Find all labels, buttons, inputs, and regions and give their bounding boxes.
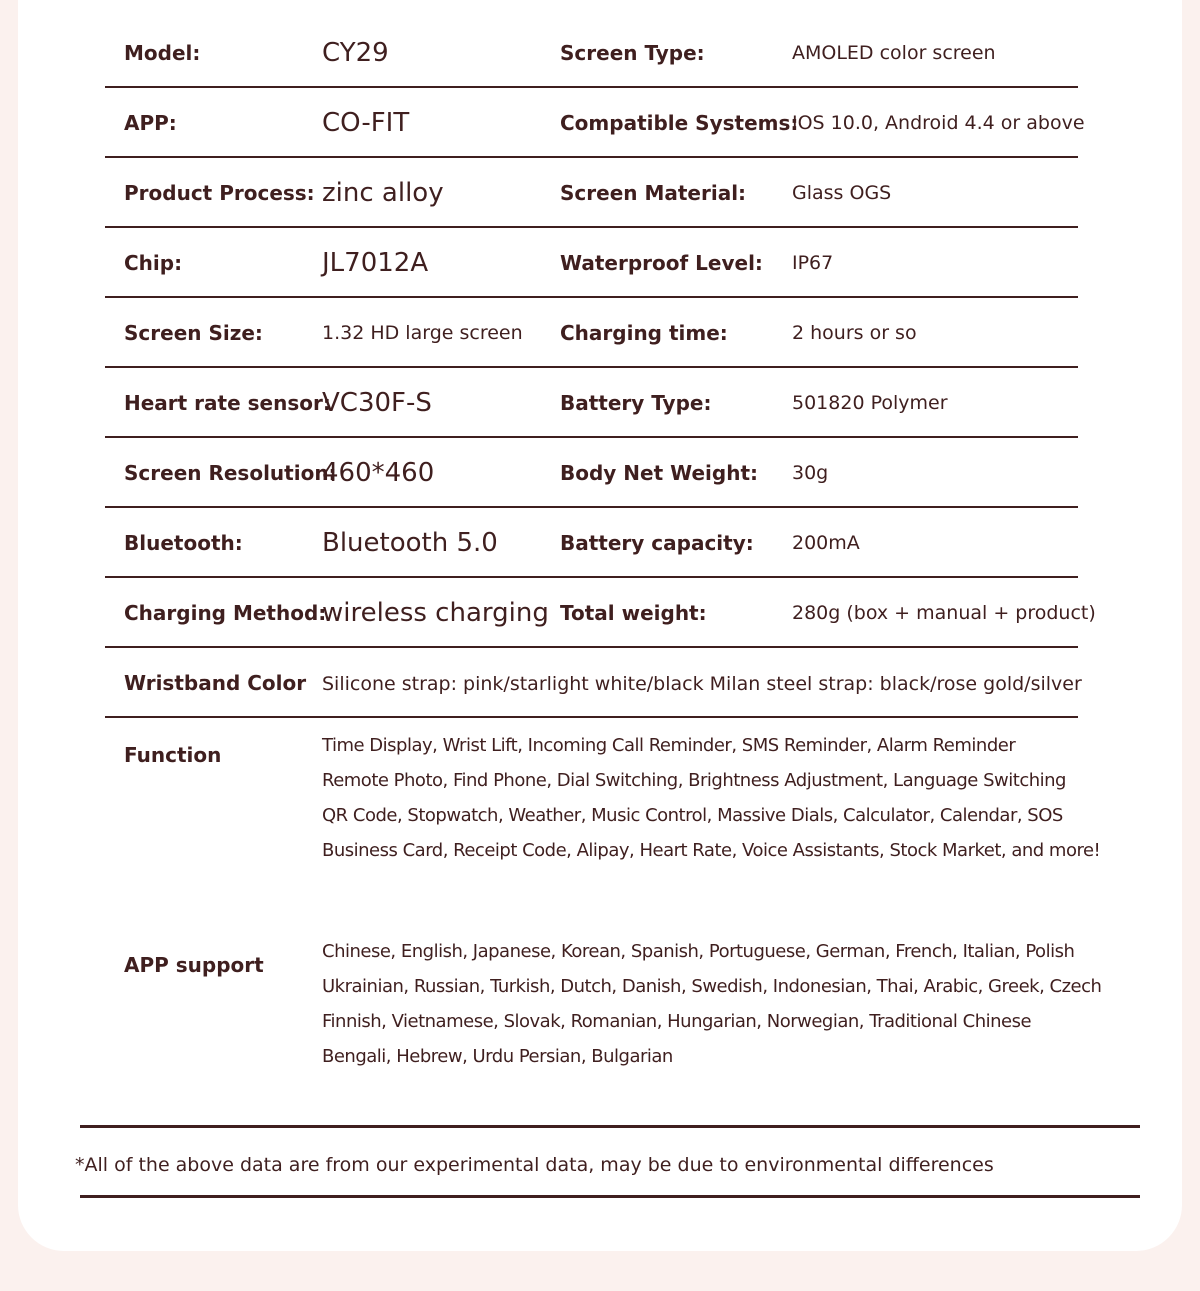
spec-label: Total weight: bbox=[560, 601, 707, 625]
language-line: Bengali, Hebrew, Urdu Persian, Bulgarian bbox=[322, 1046, 673, 1067]
function-line: Time Display, Wrist Lift, Incoming Call Reminder, SMS Reminder, Alarm Reminder bbox=[322, 735, 1016, 756]
spec-label: Chip: bbox=[124, 251, 183, 275]
spec-value: Silicone strap: pink/starlight white/black Milan steel strap: black/rose gold/silver bbox=[322, 673, 1082, 695]
spec-value: 200mA bbox=[792, 532, 860, 554]
spec-value: zinc alloy bbox=[322, 178, 444, 208]
spec-row-heart-rate bbox=[105, 368, 1078, 438]
spec-label: APP: bbox=[124, 111, 177, 135]
spec-row-model bbox=[105, 18, 1078, 88]
spec-label: Charging Method: bbox=[124, 601, 327, 625]
spec-label: Battery Type: bbox=[560, 391, 712, 415]
language-line: Finnish, Vietnamese, Slovak, Romanian, Hungarian, Norwegian, Traditional Chinese bbox=[322, 1011, 1032, 1032]
function-list bbox=[322, 728, 1100, 868]
spec-value: Bluetooth 5.0 bbox=[322, 528, 498, 558]
spec-label: Screen Material: bbox=[560, 181, 747, 205]
spec-label: Compatible Systems: bbox=[560, 111, 799, 135]
spec-row-resolution bbox=[105, 438, 1078, 508]
spec-value: 1.32 HD large screen bbox=[322, 322, 523, 344]
app-support-label: APP support bbox=[124, 953, 264, 977]
language-line: Chinese, English, Japanese, Korean, Spanish, Portuguese, German, French, Italian, Polish bbox=[322, 941, 1075, 962]
spec-label: Product Process: bbox=[124, 181, 315, 205]
spec-value: 30g bbox=[792, 462, 829, 484]
spec-value: AMOLED color screen bbox=[792, 42, 996, 64]
function-line: Business Card, Receipt Code, Alipay, Heart Rate, Voice Assistants, Stock Market, and more! bbox=[322, 840, 1101, 861]
spec-label: Screen Resolution: bbox=[124, 461, 337, 485]
spec-table bbox=[105, 18, 1096, 718]
function-line: QR Code, Stopwatch, Weather, Music Control, Massive Dials, Calculator, Calendar, SOS bbox=[322, 805, 1063, 826]
spec-row-chip bbox=[105, 228, 1078, 298]
spec-value: 280g (box + manual + product) bbox=[792, 602, 1096, 624]
spec-value: Glass OGS bbox=[792, 182, 892, 204]
spec-value: CY29 bbox=[322, 38, 389, 68]
spec-label: Bluetooth: bbox=[124, 531, 243, 555]
spec-value: IP67 bbox=[792, 252, 834, 274]
footnote-bottom-divider bbox=[80, 1195, 1140, 1198]
spec-value: 460*460 bbox=[322, 458, 435, 488]
spec-row-screen-size bbox=[105, 298, 1078, 368]
spec-value: CO-FIT bbox=[322, 108, 410, 138]
spec-row-charging bbox=[105, 578, 1096, 648]
spec-value: VC30F-S bbox=[322, 388, 432, 418]
spec-label: Charging time: bbox=[560, 321, 728, 345]
language-line: Ukrainian, Russian, Turkish, Dutch, Danish, Swedish, Indonesian, Thai, Arabic, Greek, Czech bbox=[322, 976, 1102, 997]
footnote-top-divider bbox=[80, 1125, 1140, 1128]
language-list bbox=[322, 934, 1101, 1074]
spec-value: 2 hours or so bbox=[792, 322, 917, 344]
spec-label: Screen Type: bbox=[560, 41, 705, 65]
spec-row-process bbox=[105, 158, 1078, 228]
spec-label: Model: bbox=[124, 41, 201, 65]
spec-label: Heart rate sensor: bbox=[124, 391, 331, 415]
spec-label: Body Net Weight: bbox=[560, 461, 759, 485]
spec-value: IOS 10.0, Android 4.4 or above bbox=[792, 112, 1085, 134]
function-line: Remote Photo, Find Phone, Dial Switching, Brightness Adjustment, Language Switching bbox=[322, 770, 1066, 791]
spec-label: Waterproof Level: bbox=[560, 251, 763, 275]
spec-value: 501820 Polymer bbox=[792, 392, 948, 414]
spec-row-bluetooth bbox=[105, 508, 1078, 578]
footnote: *All of the above data are from our experimental data, may be due to environmental differences bbox=[75, 1154, 994, 1176]
spec-label: Screen Size: bbox=[124, 321, 263, 345]
function-label: Function bbox=[124, 743, 222, 767]
spec-value: JL7012A bbox=[322, 248, 429, 278]
spec-label: Wristband Color bbox=[124, 671, 307, 695]
spec-row-app bbox=[105, 88, 1085, 158]
spec-value: wireless charging bbox=[322, 598, 549, 628]
spec-row-wristband bbox=[105, 648, 1082, 718]
spec-label: Battery capacity: bbox=[560, 531, 754, 555]
